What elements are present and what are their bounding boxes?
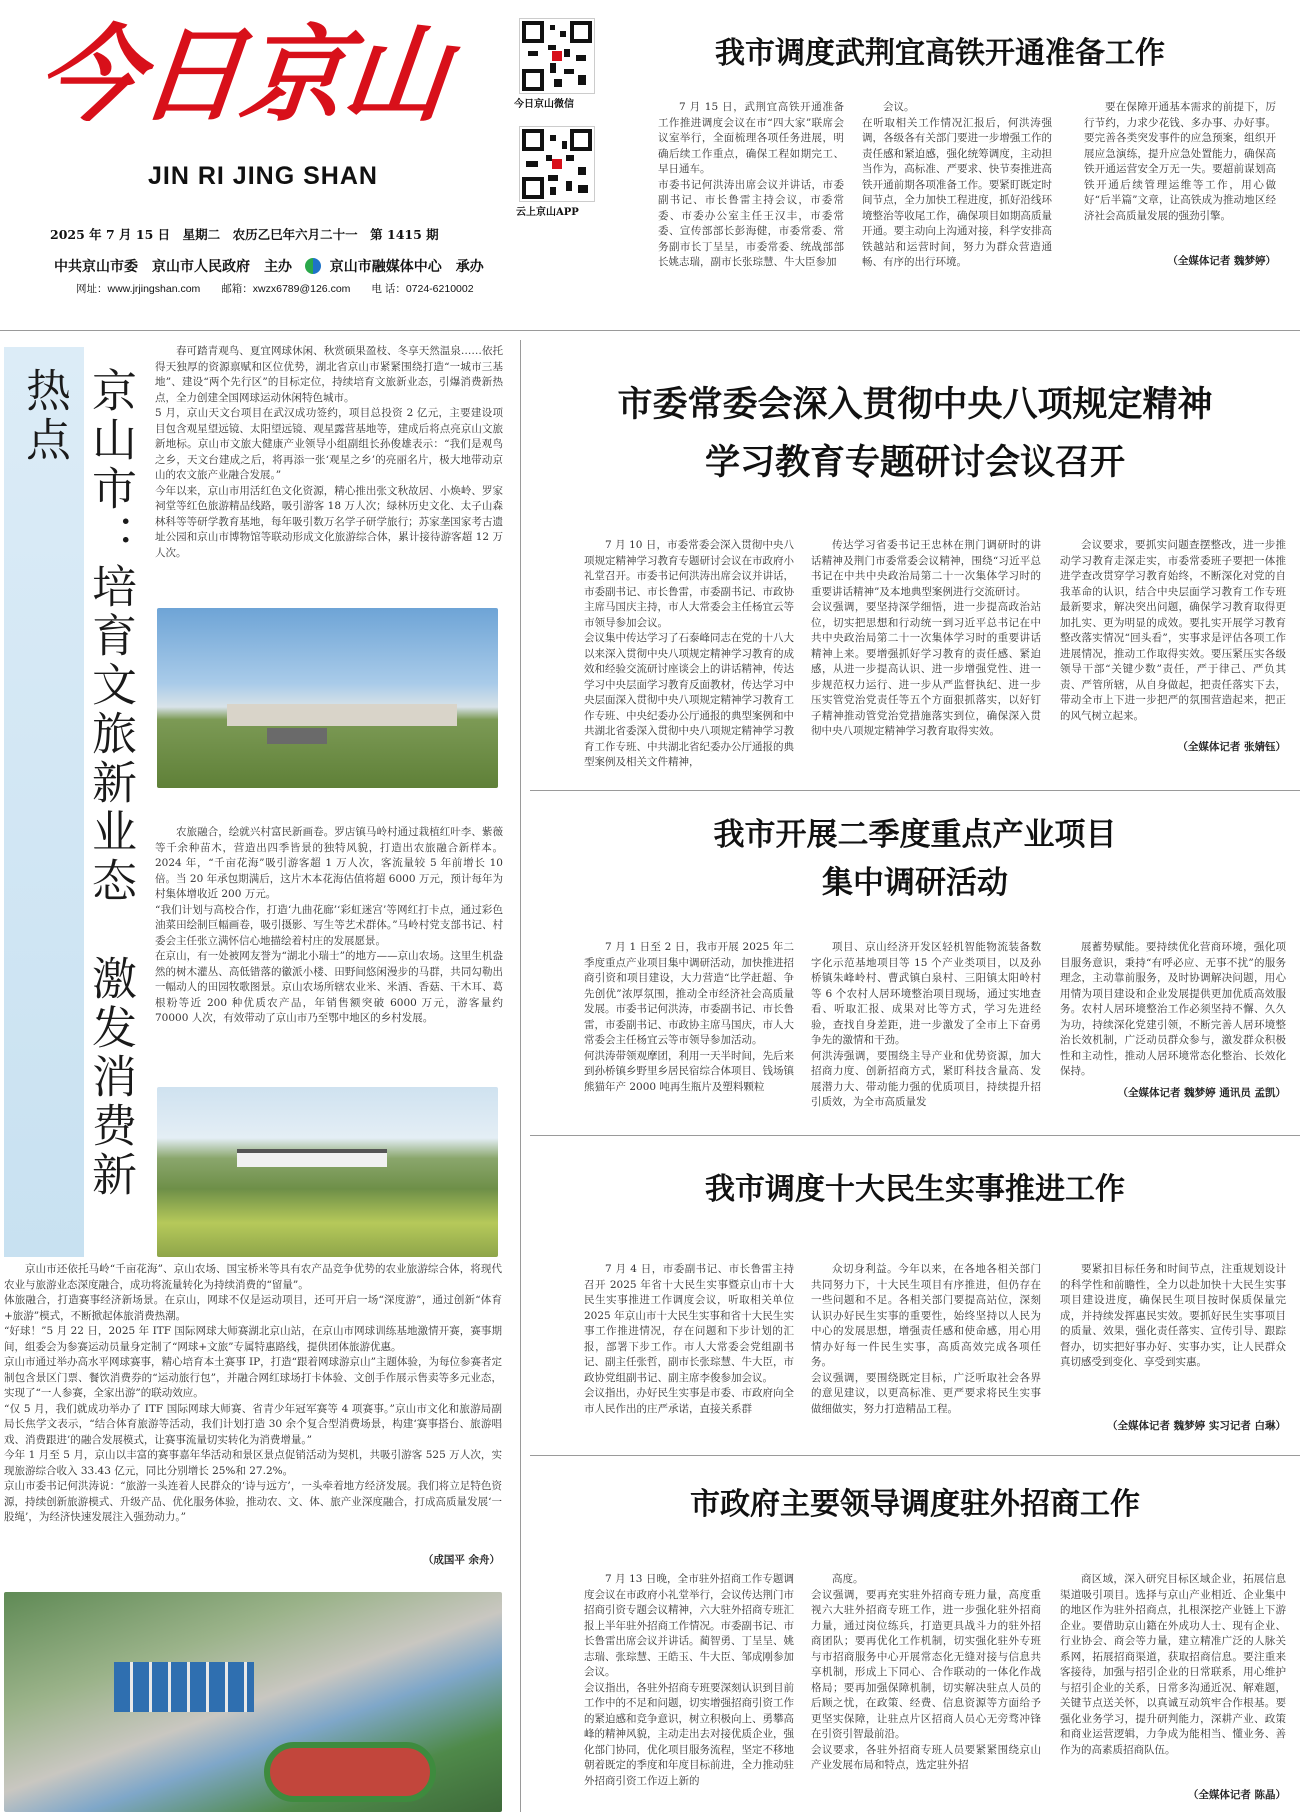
qr-wechat: [519, 18, 595, 94]
feature-mid-text: 农旅融合，绘就兴村富民新画卷。罗店镇马岭村通过栽植红叶李、紫薇等千余种苗木，营造出四季皆景的独特风貌，打造出农旅融合新样本。2024 年，“千亩花海”吸引游客超 1 万人次，客流量较 5 年前增长 10 倍。当 20 年承包期满后，这片木本花海估值将超 6000 万元，预计每年为村集体增收近 200 万元。 “我们计划与高校合作，打造‘九曲花廊’‘彩虹迷宫’等网红打卡点，通过彩色油菜田绘制巨幅画卷，吸引摄影、写生等艺术群体。”马岭村党支部书记、村委会主任张立满怀信心地描绘着村庄的发展愿景。 在京山，有一处被网友誉为“湖北小瑞士”的地方——京山农场。这里生机盎然的树木灌丛、高低错落的徽派小楼、田野间悠闲漫步的马群，共同勾勒出一幅动人的田园牧歌图景。京山农场所辖农业米、米酒、香菇、干木耳、葛根粉等近 200 种优质农产品，年销售额突破 6000 万元，游客量约 70000 人次，有效带动了京山市乃至鄂中地区的乡村发展。: [155, 826, 503, 1024]
feature-photo-tennis-base: [4, 1592, 502, 1812]
article1-col3: 要在保障开通基本需求的前提下，厉行节约，力求少花钱、多办事、办好事。要完善各类突发事件的应急预案，组织开展应急演练，提升应急处置能力，确保高铁开通运营安全万无一失。要超前谋划高铁开通后续管理运维等工作，用心做好“后半篇”文章，让高铁成为推动地区经济社会高质量发展的强劲引擎。: [1084, 101, 1276, 222]
article3-title-line1: 我市开展二季度重点产业项目: [713, 817, 1117, 853]
article4-col1: 7 月 4 日，市委副书记、市长鲁雷主持召开 2025 年省十大民生实事暨京山市十大民生实事推进工作调度会议，听取相关单位 2025 年京山市十大民生实事和省十大民生实事工作推进情况，存在问题和下步计划的汇报，部署下步工作。市人大常委会党组副书记、副主任张哲，副市长张琮慧、牛大臣，市政协党组副书记、副主席李俊参加会议。 会议指出，办好民生实事是市委、市政府向全市人民作出的庄严承诺，直接关系群: [584, 1263, 794, 1415]
masthead-pinyin: JIN RI JING SHAN: [148, 162, 378, 190]
article5-byline: （全媒体记者 陈晶）: [1187, 1789, 1286, 1801]
article4-byline: （全媒体记者 魏梦婷 实习记者 白琳）: [1107, 1420, 1286, 1432]
divider: [520, 340, 521, 1812]
divider: [530, 1455, 1300, 1456]
feature-vertical-banner: [4, 347, 137, 1257]
article2-col2: 传达学习省委书记王忠林在荆门调研时的讲话精神及荆门市委常委会议精神，围绕“习近平总书记在中共中央政治局第二十一次集体学习时的重要讲话精神”及本地典型案例进行交流研讨。 会议强调，要坚持深学细悟，进一步提高政治站位，切实把思想和行动统一到习近平总书记在中共中央政治局第二十一次集体学习时的重要讲话精神上来。要增强抓好学习教育的责任感、紧迫感，从进一步提高认识、进一步增强党性、进一步规范权力运行、进一步从严监督执纪、进一步压实管党治党责任等五个方面狠抓落实，以好钉子精神推动管党治党措施落实到位，确保深入贯彻中央八项规定精神学习教育取得实效。: [811, 539, 1041, 737]
qr-app: [519, 126, 595, 202]
article4-col3: 要紧扣目标任务和时间节点，注重规划设计的科学性和前瞻性，全力以赴加快十大民生实事项目建设进度，确保民生项目按时保质保量完成，并持续发挥惠民实效。要抓好民生实事项目的质量、效果，强化责任落实、宣传引导、跟踪督办，切实把好事办好、实事办实，让人民群众真切感受到变化、享受到实惠。: [1060, 1263, 1286, 1368]
article2-byline: （全媒体记者 张婧钰）: [1177, 741, 1286, 753]
masthead-sponsor: [54, 256, 484, 276]
article1-byline: （全媒体记者 魏梦婷）: [1167, 255, 1276, 267]
building-shape: [227, 704, 457, 726]
tennis-courts: [114, 1662, 254, 1712]
article3-col2: 项目、京山经济开发区轻机智能物流装备数字化示范基地项目等 15 个产业类项目，以及孙桥镇朱峰岭村、曹武镇白泉村、三阳镇太阳岭村等 6 个农村人居环境整治项目现场，通过实地查看、听取汇报、成果对比等方式，学习先进经验，查找自身差距，进一步激发了全市上下奋勇争先的激情和干劲。 何洪涛强调，要围绕主导产业和优势资源，加大招商力度、创新招商方式，紧盯科技含量高、发展潜力大、带动能力强的优质项目，持续提升招引质效，为全市高质量发: [811, 941, 1041, 1108]
feature-top-text: 春可踏青观鸟、夏宜网球休闲、秋赏硕果盈枝、冬享天然温泉……依托得天独厚的资源禀赋和区位优势，湖北省京山市紧紧围绕打造“一城市三基地”、建设“两个先行区”的目标定位，持续培育文旅新业态，引爆消费新热点，全力创建全国网球运动休闲特色城市。 5 月，京山天文台项目在武汉成功签约，项目总投资 2 亿元，主要建设项目包含观星望远镜、太阳望远镜、观星露营基地等，建成后将点亮京山文旅新地标。京山市文旅大健康产业领导小组副组长孙俊雄表示：“我们是观鸟之乡，天文台建成之后，将再添一张‘观星之乡’的亮丽名片，极大地带动京山的农文旅产业融合发展。” 今年以来，京山市用活红色文化资源，精心推出张文秋故居、小焕岭、罗家祠堂等红色旅游精品线路，吸引游客 18 万人次；绿林历史文化、太子山森林科等等研学教育基地，每年吸引数万名学子研学旅行；苏家垄国家考古遗址公园和京山市博物馆等联动形成文化旅游综合体，累计接待游客超 12 万人次。: [155, 345, 503, 559]
article5-col3: 商区域，深入研究目标区域企业，拓展信息渠道吸引项目。选择与京山产业相近、企业集中的地区作为驻外招商点，扎根深挖产业链上下游企业。要借助京山籍在外成功人士、现有企业、行业协会、商会等力量，建立精准广泛的人脉关系网，拓展招商渠道，获取招商信息。要注重来客接待，加强与招引企业的日常联系，用心维护与招引企业的关系，日常多沟通近况、解难题，关键节点送关怀，以真诚互动筑牢合作根基。要强化业务学习，提升研判能力，深耕产业、政策和商业运营逻辑，力争成为能相当、懂业务、善作为的高素质招商队伍。: [1060, 1573, 1286, 1756]
article5-title: 市政府主要领导调度驻外招商工作: [690, 1487, 1140, 1522]
qr-app-caption: 云上京山APP: [516, 207, 579, 218]
article5-col1: 7 月 13 日晚，全市驻外招商工作专题调度会议在市政府小礼堂举行，会议传达荆门市招商引资专题会议精神，六大驻外招商专班汇报上半年驻外招商工作情况。市委副书记、市长鲁雷出席会议并讲话。蔺智勇、丁呈呈、姚志瑞、张琮慧、王皓玉、牛大臣、邹成刚参加会议。 会议指出，各驻外招商专班要深刻认识到目前工作中的不足和问题，切实增强招商引资工作的紧迫感和竞争意识，树立积极向上、勇攀高峰的精神风貌，主动走出去对接优质企业，强化部门协同，优化项目服务流程，坚定不移地朝着既定的季度和年度目标前进，全力推动驻外招商引资工作迈上新的: [584, 1573, 794, 1787]
qr-wechat-caption: 今日京山微信: [514, 99, 574, 110]
article3-title-line2: 集中调研活动: [822, 865, 1008, 901]
feature-photo-observatory: [157, 608, 498, 788]
article1-title: 我市调度武荆宜高铁开通准备工作: [715, 36, 1165, 71]
article1-col1: 7 月 15 日，武荆宜高铁开通准备工作推进调度会议在市“四大家”联席会议室举行，全面梳理各项任务进展，明确后续工作重点，确保工程如期完工、早日通车。 市委书记何洪涛出席会议并讲话，市委副书记、市长鲁雷主持会议，市委常委、市委办公室主任王汉丰，市委常委、宣传部部长彭海健，市委常委、常务副市长丁呈呈，市委常委、统战部部长姚志瑞，副市长张琮慧、牛大臣参加: [658, 101, 844, 268]
article5-col2: 高度。 会议强调，要再充实驻外招商专班力量，高度重视六大驻外招商专班工作，进一步强化驻外招商力量，通过岗位练兵，打造更具战斗力的驻外招商团队；要再优化工作机制，切实强化驻外专班与市招商服务中心开展常态化无缝对接与信息共享机制，形成上下同心、合作联动的一体化作战格局；要再加强保障机制，切实解决驻点人员的后顾之忧，在政策、经费、信息资源等方面给予更坚实保障，让驻点片区招商人员心无旁骛冲锋在引资引智最前沿。 会议要求，各驻外招商专班人员要紧紧围绕京山产业发展布局和特点，选定驻外招: [811, 1573, 1041, 1771]
article4-col2: 众切身利益。今年以来，在各地各相关部门共同努力下，十大民生项目有序推进，但仍存在一些问题和不足。各相关部门要提高站位，深刻认识办好民生实事的重要性，始终坚持以人民为中心的发展思想，增强责任感和使命感，用心用情办好每一件民生实事，高质高效完成各项任务。 会议强调，要围绕既定目标，广泛听取社会各界的意见建议，以更高标准、更严要求将民生实事做细做实，努力打造精品工程。: [811, 1263, 1041, 1415]
masthead-logo: 今日京山: [31, 13, 453, 136]
qr-code-icon: [520, 19, 594, 93]
masthead-contact: 网址：www.jrjingshan.com 邮箱：xwzx6789@126.com 电 话：0724-6210002: [76, 283, 474, 295]
divider: [530, 790, 1300, 791]
feature-bottom-text: 京山市还依托马岭“千亩花海”、京山农场、国宝桥米等具有农产品竞争优势的农业旅游综合体，将现代农业与旅游业态深度融合，成功将流量转化为持续消费的“留量”。 体旅融合，打造赛事经济新场景。在京山，网球不仅是运动项目，还可开启一场“深度游”，通过创新“体育+旅游”模式，不断掀起体旅消费热潮。 “好球！”5 月 22 日，2025 年 ITF 国际网球大师赛湖北京山站，在京山市网球训练基地激情开赛，赛事期间，组委会为参赛运动员量身定制了“网球+文旅”专属特惠路线，提供团体旅游优惠。 京山市通过举办高水平网球赛事，精心培育本土赛事 IP，打造“跟着网球游京山”主题体验，为每位参赛者定制包含景区门票、餐饮消费券的“运动旅行包”，并融合网红球场打卡体验、文创手作展示售卖等多元业态，实现了“一人参赛，全家出游”的联动效应。 “仅 5 月，我们就成功举办了 ITF 国际网球大师赛、省青少年冠军赛等 4 项赛事。”京山市文化和旅游局副局长焦学文表示，“结合体育旅游等活动，我们计划打造 30 余个复合型消费场景，构建‘赛事搭台、旅游唱戏、消费跟进’的融合发展模式，让赛事流量切实转化为消费增量。” 今年 1 月至 5 月，京山以丰富的赛事嘉年华活动和景区景点促销活动为契机，共吸引游客 525 万人次，实现旅游综合收入 33.43 亿元，同比分别增长 25%和 27.2%。 京山市委书记何洪涛说：“旅游一头连着人民群众的‘诗与远方’，一头牵着地方经济发展。我们将立足特色资源，持续创新旅游模式、升级产品、优化服务体验，推动农、文、体、旅产业深度融合，打成高质量发展‘一股绳’，为经济快速发展注入强劲动力。”: [4, 1263, 502, 1523]
article2-col1: 7 月 10 日，市委常委会深入贯彻中央八项规定精神学习教育专题研讨会议在市政府小礼堂召开。市委书记何洪涛出席会议并讲话，市委副书记、市长鲁雷，市委副书记、市政协主席马国庆主持，市人大常委会主任杨宜云等市领导参加会议。 会议集中传达学习了石泰峰同志在党的十八大以来深入贯彻中央八项规定精神学习教育的成效和经验交流研讨座谈会上的讲话精神，传达学习中央层面学习教育反面教材，传达学习中央层面深入贯彻中央八项规定精神学习教育工作专班、中央纪委办公厅通报的典型案例和中共湖北省委深入贯彻中央八项规定精神学习教育工作专班、中共湖北省纪委办公厅通报的典型案例及相关文件精神，: [584, 539, 794, 768]
qr-code-icon: [520, 127, 594, 201]
organizer-text: 京山市融媒体中心 承办: [329, 259, 484, 275]
farm-houses: [237, 1149, 387, 1167]
article2-title-line2: 学习教育专题研讨会议召开: [704, 442, 1125, 483]
article3-byline: （全媒体记者 魏梦婷 通讯员 孟凯）: [1117, 1087, 1286, 1099]
article4-title: 我市调度十大民生实事推进工作: [705, 1172, 1125, 1207]
building-ramp: [267, 728, 327, 744]
article3-col3: 展蓄势赋能。要持续优化营商环境，强化项目服务意识，秉持“有呼必应、无事不扰”的服务理念，主动靠前服务，及时协调解决问题，用心用情为项目建设和企业发展提供更加优质高效服务。农村人居环境整治工作必须坚持不懈、久久为功，持续深化党建引领，不断完善人居环境整治长效机制，广泛动员群众参与，激发群众积极性和主动性，推动人居环境常态化整治、长效化保持。: [1060, 941, 1286, 1077]
masthead-date: 2025 年 7 月 15 日 星期二 农历乙巳年六月二十一 第 1415 期: [50, 227, 439, 242]
sponsor-text: 中共京山市委 京山市人民政府 主办: [54, 259, 292, 275]
article3-col1: 7 月 1 日至 2 日，我市开展 2025 年二季度重点产业项目集中调研活动，加快推进招商引资和项目建设，大力营造“比学赶超、争先创优”浓厚氛围，推动全市经济社会高质量发展。市委书记何洪涛，市委副书记、市长鲁雷，市委副书记、市政协主席马国庆，市人大常委会主任杨宜云等市领导参加活动。 何洪涛带领观摩团，利用一天半时间，先后来到孙桥镇乡野里乡居民宿综合体项目、钱场镇熊猫年产 2000 吨再生瓶片及塑料颗粒: [584, 941, 794, 1093]
article1-col2: 会议。 在听取相关工作情况汇报后，何洪涛强调，各级各有关部门要进一步增强工作的责任感和紧迫感，强化统筹调度，主动担当作为，高标准、严要求、快节奏推进高铁开通前期各项准备工作。要紧盯既定时间节点，全力加快工程进度，抓好沿线环境整治等收尾工作，确保项目如期高质量开通。要主动向上沟通对接，科学安排高铁越站和运营时间，努力为群众营造通畅、有序的出行环境。: [862, 101, 1052, 268]
media-center-icon: [305, 258, 321, 274]
divider: [530, 1135, 1300, 1136]
feature-photo-farm: [157, 1087, 498, 1257]
masthead: [0, 0, 650, 295]
divider: [0, 330, 1300, 331]
article2-title-line1: 市委常委会深入贯彻中央八项规定精神: [617, 384, 1213, 425]
article2-col3: 会议要求，要抓实问题查摆整改，进一步推动学习教育走深走实，市委常委班子要把一体推进学查改贯穿学习教育始终，不断深化对党的自我革命的认识，结合中央层面学习教育工作专班最新要求，解决突出问题，确保学习教育取得更加扎实、更为明显的成效。要扎实开展学习教育整改落实情况“回头看”，实事求是评估各项工作进展情况，推动工作取得实效。要压紧压实各级领导干部“关键少数”责任，严于律己、严负其责、严管所辖，从自身做起，把责任落实下去，带动全市上下进一步把严的氛围营造起来，把正的风气树立起来。: [1060, 539, 1286, 722]
stadium-shape: [264, 1742, 436, 1802]
feature-vertical-title: 京山市：培育文旅新业态 激发消费新热点: [18, 367, 137, 1200]
feature-bottom-byline: （成国平 余舟）: [422, 1554, 500, 1566]
